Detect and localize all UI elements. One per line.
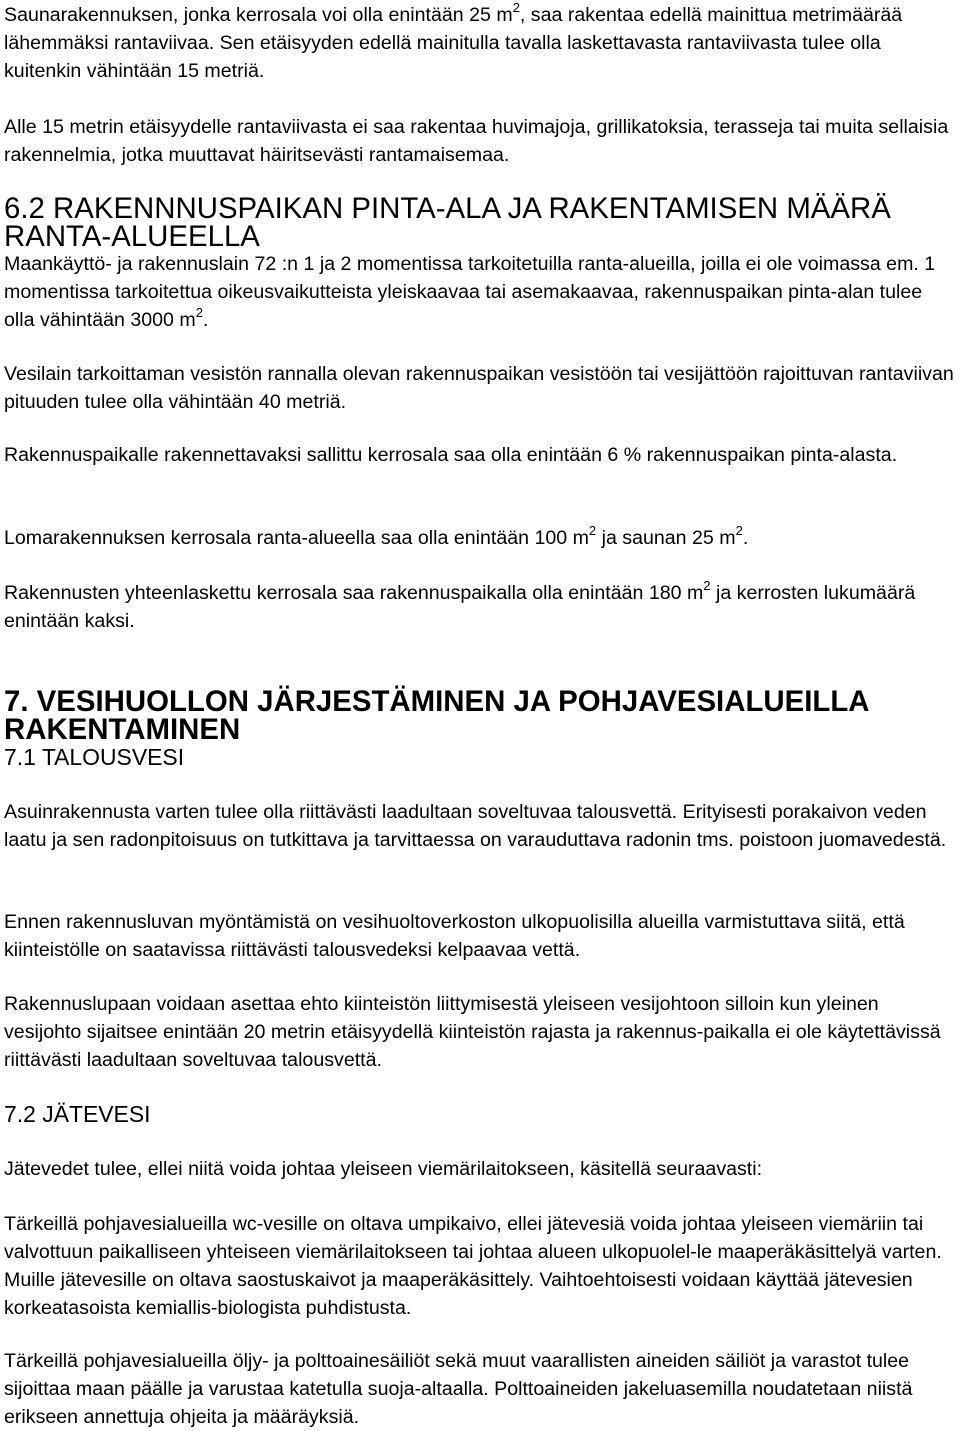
paragraph-ennen-rakennuslupaa: Ennen rakennusluvan myöntämistä on vesihuoltoverkoston ulkopuolisilla alueilla varmistuttava siitä, että kiinteistölle on saatavissa riittävästi talousvedeksi kelpaavaa vettä. (4, 911, 905, 961)
paragraph-pohjavesi-wc: Tärkeillä pohjavesialueilla wc-vesille on oltava umpikaivo, ellei jätevesiä voida johtaa yleiseen viemäriin tai valvottuun paikalliseen yhteiseen viemärilaitokseen tai johtaa alueen ulkopuolel-le maaperäkäsittelyä varten. Muille jätevesille on oltava saostuskaivot ja maaperäkäsittely. Vaihtoehtoisesti voidaan käyttää jätevesien korkeatasoista kemiallis-biologista puhdistusta. (4, 1213, 942, 1319)
superscript: 2 (588, 523, 597, 539)
paragraph-rakennuslupa-ehto: Rakennuslupaan voidaan asettaa ehto kiinteistön liittymisestä yleiseen vesijohtoon silloin kun yleinen vesijohto sijaitsee enintään 20 metrin etäisyydellä kiinteistön rajasta ja rakennus-paikalla ei ole käytettävissä riittävästi laadultaan soveltuvaa talousvettä. (4, 993, 941, 1071)
paragraph-pohjavesi-oljy: Tärkeillä pohjavesialueilla öljy- ja polttoainesäiliöt sekä muut vaarallisten aineiden säiliöt ja varastot tulee sijoittaa maan päälle ja varustaa katetulla suoja-altaalla. Polttoaineiden jakeluasemilla noudatetaan niistä erikseen annettuja ohjeita ja määräyksiä. (4, 1350, 913, 1428)
subsection-heading-7-1: 7.1 TALOUSVESI (4, 744, 185, 770)
paragraph-kerrosala: Rakennuspaikalle rakennettavaksi sallittu kerrosala saa olla enintään 6 % rakennuspaikan pinta-alasta. (4, 444, 898, 466)
paragraph-mrl-text: Maankäyttö- ja rakennuslain 72 :n 1 ja 2 momentissa tarkoitetuilla ranta-alueilla, joilla ei ole voimassa em. 1 momentissa tarkoitettua oikeusvaikutteista yleiskaavaa tai asemakaavaa, rakennuspaikan pinta-alan tulee olla vähintään 3000 m (4, 253, 936, 331)
paragraph-alle-15: Alle 15 metrin etäisyydelle rantaviivasta ei saa rakentaa huvimajoja, grillikatoksia, terasseja tai muita sellaisia rakennelmia, jotka muuttavat häiritsevästi rantamaisemaa. (4, 116, 949, 166)
paragraph-asuinrakennus: Asuinrakennusta varten tulee olla riittävästi laadultaan soveltuvaa talousvettä. Erityisesti porakaivon veden laatu ja sen radonpitoisuus on tutkittava ja tarvittaessa on varauduttava radonin tms. poistoon juomavedestä. (4, 801, 947, 851)
paragraph-yhteen-text: Rakennusten yhteenlaskettu kerrosala saa rakennuspaikalla olla enintään 180 m (4, 582, 704, 604)
paragraph-sauna-text-cont: , saa rakentaa edellä mainittua metrimäärää lähemmäksi rantaviivaa. Sen etäisyyden edellä mainitulla tavalla laskettavasta rantaviivasta tulee olla kuitenkin vähintään 15 metriä. (4, 4, 903, 82)
paragraph-jatevedet: Jätevedet tulee, ellei niitä voida johtaa yleiseen viemärilaitokseen, käsitellä seuraavasti: (4, 1158, 763, 1180)
paragraph-vesilain: Vesilain tarkoittaman vesistön rannalla olevan rakennuspaikan vesistöön tai vesijättöön rajoittuvan rantaviivan pituuden tulee olla vähintään 40 metriä. (4, 363, 954, 413)
superscript: 2 (735, 523, 743, 539)
subsection-heading-7-2: 7.2 JÄTEVESI (4, 1101, 151, 1127)
superscript: 2 (195, 305, 203, 321)
paragraph-mrl (4, 250, 958, 334)
paragraph-loma-text-mid: ja saunan 25 m (596, 527, 736, 549)
paragraph-sauna-text: Saunarakennuksen, jonka kerrosala voi olla enintään 25 m (4, 4, 513, 26)
superscript: 2 (512, 0, 520, 16)
section-heading-6-2: 6.2 RAKENNNUSPAIKAN PINTA-ALA JA RAKENTAMISEN MÄÄRÄ RANTA-ALUEELLA (4, 192, 891, 253)
paragraph-yhteen-text-end: ja kerrosten lukumäärä enintään kaksi. (4, 582, 916, 632)
section-heading-7: 7. VESIHUOLLON JÄRJESTÄMINEN JA POHJAVESIALUEILLA RAKENTAMINEN (4, 685, 869, 746)
paragraph-lomarakennus (4, 524, 958, 552)
paragraph-mrl-text-end: . (202, 309, 209, 331)
paragraph-yhteenlaskettu (4, 579, 958, 635)
paragraph-sauna (4, 1, 958, 85)
superscript: 2 (703, 578, 711, 594)
paragraph-loma-text: Lomarakennuksen kerrosala ranta-alueella saa olla enintään 100 m (4, 527, 589, 549)
paragraph-loma-text-end: . (742, 527, 749, 549)
